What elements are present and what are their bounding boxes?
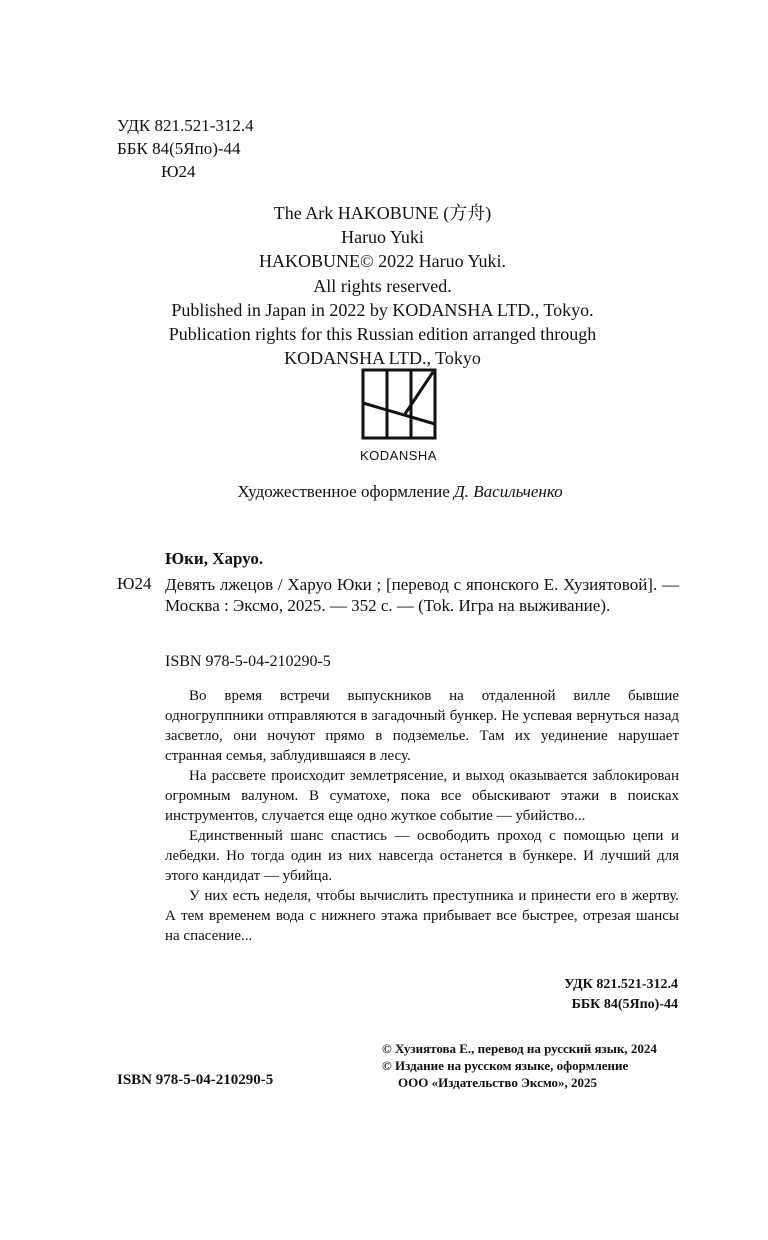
- copyright-original: HAKOBUNE© 2022 Haruo Yuki.: [259, 251, 506, 272]
- design-label: Художественное оформление: [237, 482, 450, 501]
- kodansha-logo-icon: [361, 368, 437, 440]
- catalog-author: Юки, Харуо.: [165, 549, 264, 568]
- published-in-japan: Published in Japan in 2022 by KODANSHA LTD., Tokyo.: [171, 299, 594, 320]
- publisher-copyright: ООО «Издательство Эксмо», 2025: [398, 1075, 598, 1090]
- annotation-paragraph: Во время встречи выпускников на отдаленной вилле бывшие одногруппники отправляются в загадочный бункер. Не успевая вернуться назад засветло, они ночуют прямо в подземелье. Там их уединение нарушает странная семья, заблудившаяся в лесу.: [165, 688, 679, 764]
- annotation: [165, 686, 679, 946]
- annotation-paragraph: На рассвете происходит землетрясение, и выход оказывается заблокирован огромным валуном. В суматохе, пока все обыскивают этажи в поисках инструментов, случается еще одно жуткое событие — убийство...: [165, 768, 679, 824]
- catalog-description: Девять лжецов / Харуо Юки ; [перевод с японского Е. Хузиятовой]. — Москва : Эксмо, 2025. — 352 с. — (Tok. Игра на выживание).: [165, 575, 679, 615]
- catalog-code: Ю24: [117, 574, 152, 593]
- kodansha-logo: [351, 368, 446, 463]
- edition-copyright: © Издание на русском языке, оформление: [382, 1058, 629, 1073]
- annotation-paragraph: У них есть неделя, чтобы вычислить преступника и принести его в жертву. А тем временем вода с нижнего этажа прибывает все быстрее, отрезая шансы на спасение...: [165, 888, 679, 944]
- author-mark: Ю24: [161, 162, 196, 181]
- top-classification-codes: [117, 114, 254, 183]
- design-credit: [110, 482, 690, 502]
- designer-name: Д. Васильченко: [453, 482, 563, 501]
- original-author: Haruo Yuki: [341, 227, 424, 248]
- translation-copyright: © Хузиятова Е., перевод на русский язык, 2024: [382, 1041, 657, 1056]
- original-title: The Ark HAKOBUNE (方舟): [273, 203, 492, 223]
- publisher-location: KODANSHA LTD., Tokyo: [284, 348, 481, 369]
- annotation-paragraph: Единственный шанс спастись — освободить проход с помощью цепи и лебедки. Но тогда один из них навсегда останется в бункере. И лучший для этого кандидат — убийца.: [165, 828, 679, 884]
- logo-text: KODANSHA: [360, 448, 437, 463]
- bottom-classification: [470, 975, 678, 1015]
- bottom-udk: УДК 821.521-312.4: [564, 977, 678, 992]
- copyright-block: [382, 1040, 657, 1091]
- bottom-bbk: ББК 84(5Япо)-44: [571, 997, 678, 1012]
- all-rights-reserved: All rights reserved.: [313, 275, 452, 296]
- rights-block: [110, 201, 655, 370]
- catalog-isbn: ISBN 978-5-04-210290-5: [165, 653, 331, 670]
- publication-rights: Publication rights for this Russian edition arranged through: [168, 324, 597, 345]
- udk-code: УДК 821.521-312.4: [117, 116, 254, 135]
- bbk-code: ББК 84(5Япо)-44: [117, 139, 241, 158]
- bottom-isbn: ISBN 978-5-04-210290-5: [117, 1072, 274, 1088]
